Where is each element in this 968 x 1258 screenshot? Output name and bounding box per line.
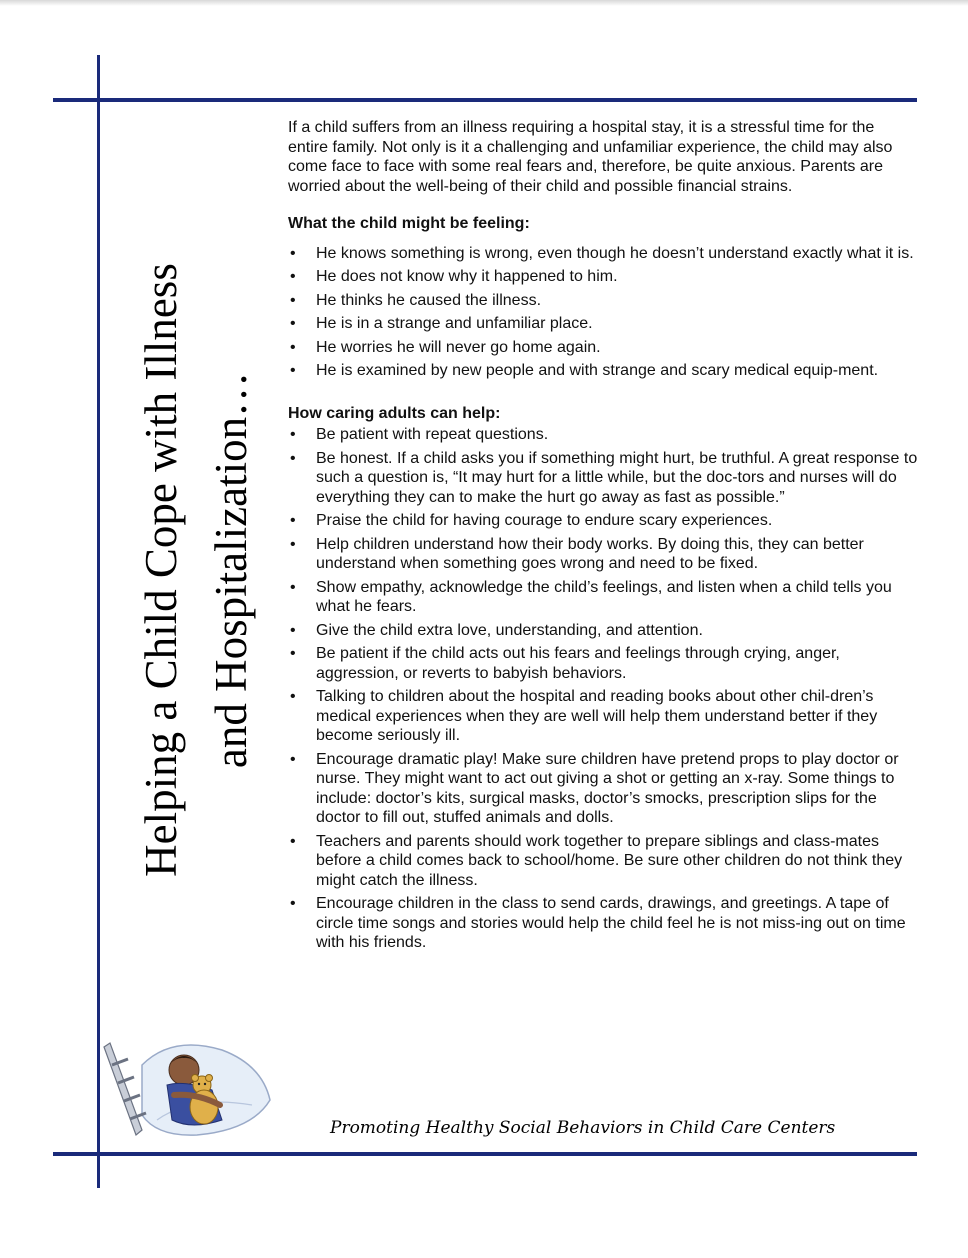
title-line-1: Helping a Child Cope with Illness xyxy=(136,263,186,877)
bullet-icon: • xyxy=(290,750,296,768)
list-item: • He thinks he caused the illness. xyxy=(290,291,542,309)
bullet-icon: • xyxy=(290,362,296,379)
feeling-heading: What the child might be feeling: xyxy=(288,215,530,232)
list-item: • He worries he will never go home again. xyxy=(290,338,601,356)
bullet-icon: • xyxy=(290,578,296,596)
list-item: • He is examined by new people and with strange and scary medical equip-ment. xyxy=(290,362,879,379)
intro-paragraph: If a child suffers from an illness requiring a hospital stay, it is a stressful time for the entire family. Not only is it a challenging and unfamiliar experience, the child may also come face to face with some real fears and, therefore, be quite anxious. Parents are worried about the well-being of their child and possible financial strains. xyxy=(288,119,893,195)
page-top-shade xyxy=(0,0,968,6)
bullet-icon: • xyxy=(290,512,296,529)
main-content xyxy=(288,118,918,957)
bullet-icon: • xyxy=(290,645,296,662)
bottom-divider-rule xyxy=(53,1152,917,1156)
child-in-hospital-bed-icon xyxy=(102,1025,272,1140)
bullet-icon: • xyxy=(290,449,296,467)
top-divider-rule xyxy=(53,98,917,102)
bullet-icon: • xyxy=(290,688,296,705)
title-line-2: and Hospitalization… xyxy=(206,371,256,769)
bullet-icon: • xyxy=(290,535,296,553)
list-item: • Give the child extra love, understanding, and attention. xyxy=(290,621,703,639)
list-item: • He does not know why it happened to him. xyxy=(290,268,618,285)
bullet-icon: • xyxy=(290,291,296,309)
bullet-icon: • xyxy=(290,315,296,332)
list-item: • Be honest. If a child asks you if something might hurt, be truthful. A great response to such a question is, “It may hurt for a little while, but the doc-tors and nurses will do everything they can to make the hurt go away as fast as possible.” xyxy=(290,449,918,506)
bullet-icon: • xyxy=(290,895,296,912)
bullet-icon: • xyxy=(290,338,296,356)
list-item: • He is in a strange and unfamiliar place. xyxy=(290,315,593,332)
bullet-icon: • xyxy=(290,621,296,639)
bullet-icon: • xyxy=(290,268,296,285)
list-item: • Be patient if the child acts out his fears and feelings through crying, anger, aggression, or reverts to babyish behaviors. xyxy=(290,645,840,682)
list-item: • He knows something is wrong, even though he doesn’t understand exactly what it is. xyxy=(290,244,914,262)
list-item: • Praise the child for having courage to endure scary experiences. xyxy=(290,512,773,529)
footer-tagline: Promoting Healthy Social Behaviors in Child Care Centers xyxy=(330,1118,836,1138)
help-list xyxy=(288,425,918,953)
list-item: • Encourage dramatic play! Make sure children have pretend props to play doctor or nurse. They might want to act out giving a shot or getting an x-ray. Some things to include: doctor’s kits, surgical masks, doctor’s smocks, prescription slips for the doctor to fill out, stuffed animals and dolls. xyxy=(290,750,899,826)
bullet-icon: • xyxy=(290,244,296,262)
list-item: • Help children understand how their body works. By doing this, they can better understand when something goes wrong and need to be fixed. xyxy=(290,535,864,572)
list-item: • Show empathy, acknowledge the child’s feelings, and listen when a child tells you what he fears. xyxy=(290,578,892,615)
help-heading: How caring adults can help: xyxy=(288,404,501,422)
list-item: • Teachers and parents should work together to prepare siblings and class-mates before a child comes back to school/home. Be sure other children do not think they might catch the illness. xyxy=(290,832,903,889)
list-item: • Talking to children about the hospital and reading books about other chil-dren’s medical experiences when they are well will help them understand better if they become seriously ill. xyxy=(290,688,878,744)
page-title xyxy=(126,130,266,1010)
list-item: • Encourage children in the class to send cards, drawings, and greetings. A tape of circle time songs and stories would help the child feel he is not miss-ing out on time with his friends. xyxy=(290,895,906,951)
bullet-icon: • xyxy=(290,426,296,443)
bullet-icon: • xyxy=(290,832,296,850)
left-vertical-rule xyxy=(97,55,100,1188)
list-item: • Be patient with repeat questions. xyxy=(290,426,549,443)
feeling-list xyxy=(288,244,918,381)
